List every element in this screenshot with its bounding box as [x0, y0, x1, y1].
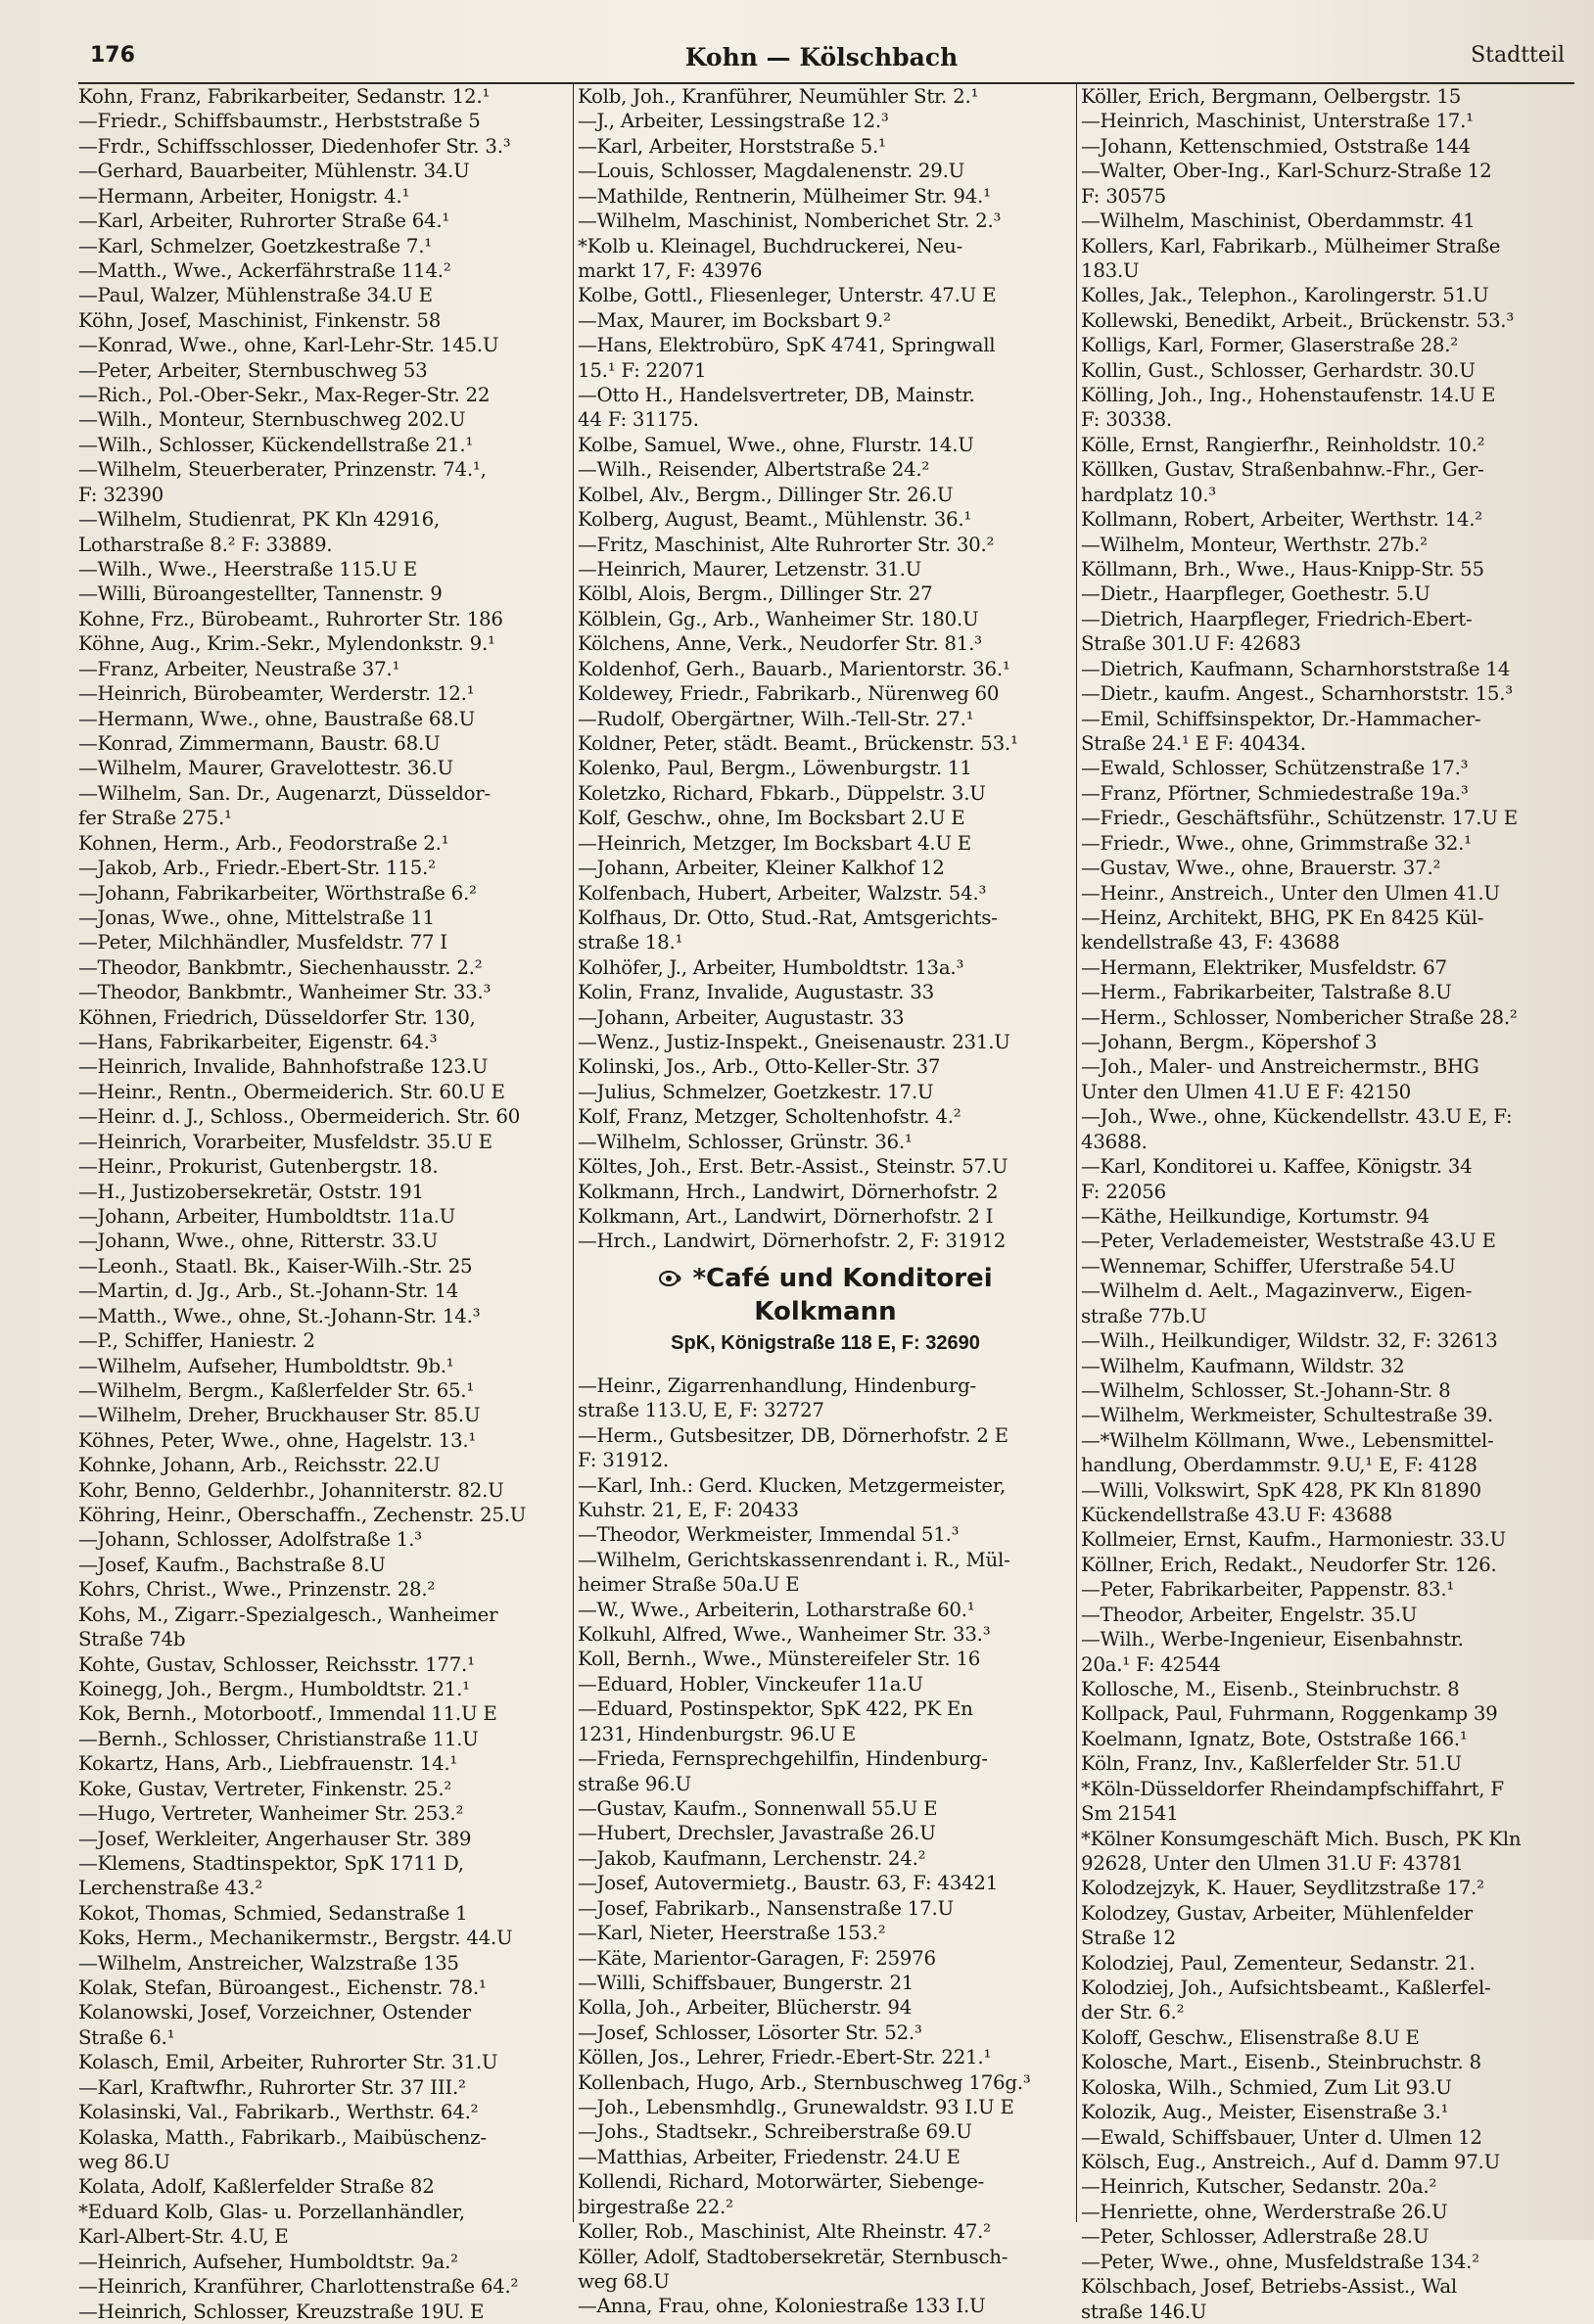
directory-entry: Kolozik, Aug., Meister, Eisenstraße 3.¹ — [1081, 2101, 1449, 2124]
directory-entry: —Gustav, Wwe., ohne, Brauerstr. 37.² — [1081, 857, 1441, 880]
directory-entry: —Peter, Wwe., ohne, Musfeldstraße 134.² — [1081, 2250, 1479, 2273]
directory-entry: F: 30338. — [1081, 408, 1172, 432]
directory-entry: —Ewald, Schiffsbauer, Unter d. Ulmen 12 — [1081, 2125, 1482, 2149]
directory-entry: 43688. — [1081, 1130, 1148, 1153]
directory-entry: —Wilh., Monteur, Sternbuschweg 202.U — [78, 408, 466, 432]
directory-entry: —Karl, Inh.: Gerd. Klucken, Metzgermeister, — [578, 1473, 1006, 1497]
directory-entry: —Wilhelm d. Aelt., Magazinverw., Eigen- — [1081, 1279, 1473, 1303]
column-3 — [1081, 84, 1594, 2323]
directory-entry: —Josef, Autovermietg., Baustr. 63, F: 43421 — [578, 1872, 999, 1895]
directory-entry: —Walter, Ober-Ing., Karl-Schurz-Straße 12 — [1081, 160, 1492, 183]
directory-entry: fer Straße 275.¹ — [78, 807, 232, 830]
directory-entry: *Eduard Kolb, Glas- u. Porzellanhändler, — [78, 2200, 465, 2223]
directory-entry: Kückendellstraße 43.U F: 43688 — [1081, 1504, 1392, 1527]
directory-entry: 92628, Unter den Ulmen 31.U F: 43781 — [1081, 1851, 1464, 1875]
directory-entry: —Wilhelm, Maschinist, Oberdammstr. 41 — [1081, 209, 1476, 233]
directory-entry: —Johann, Kettenschmied, Oststraße 144 — [1081, 134, 1471, 158]
directory-entry: Kolanowski, Josef, Vorzeichner, Ostender — [78, 2001, 471, 2024]
directory-entry: —Bernh., Schlosser, Christianstraße 11.U — [78, 1727, 479, 1750]
directory-entry: —Hermann, Elektriker, Musfeldstr. 67 — [1081, 955, 1447, 979]
directory-entry: —Wilhelm, Maurer, Gravelottestr. 36.U — [78, 757, 453, 780]
directory-entry: Karl-Albert-Str. 4.U, E — [78, 2225, 289, 2249]
directory-entry: —Dietrich, Kaufmann, Scharnhorststraße 14 — [1081, 657, 1511, 680]
directory-entry: Köllen, Jos., Lehrer, Friedr.-Ebert-Str. 221.¹ — [578, 2046, 992, 2069]
directory-entry: —Frieda, Fernsprechgehilfin, Hindenburg- — [578, 1747, 988, 1771]
directory-entry: Köllmann, Brh., Wwe., Haus-Knipp-Str. 55 — [1081, 558, 1484, 581]
directory-entry: —Ewald, Schlosser, Schützenstraße 17.³ — [1081, 757, 1469, 780]
page-number: 176 — [90, 43, 135, 68]
directory-entry: —Eduard, Postinspektor, SpK 422, PK En — [578, 1697, 973, 1721]
directory-entry: Koldewey, Friedr., Fabrikarb., Nürenweg 60 — [578, 682, 1000, 706]
directory-entry: —Gustav, Kaufm., Sonnenwall 55.U E — [578, 1797, 938, 1820]
directory-entry: Kohne, Frz., Bürobeamt., Ruhrorter Str. 186 — [78, 607, 503, 630]
column-2 — [578, 84, 1073, 2318]
directory-entry: —Heinr., Zigarrenhandlung, Hindenburg- — [578, 1373, 976, 1397]
directory-entry: der Str. 6.² — [1081, 2001, 1185, 2024]
directory-entry: —Hrch., Landwirt, Dörnerhofstr. 2, F: 31912 — [578, 1230, 1007, 1253]
ad-address: SpK, Königstraße 118 E, F: 32690 — [671, 1331, 980, 1354]
directory-entry: —Hugo, Vertreter, Wanheimer Str. 253.² — [78, 1802, 464, 1826]
directory-entry: Kölbl, Alois, Bergm., Dillinger Str. 27 — [578, 582, 933, 606]
directory-entry: Kohnke, Johann, Arb., Reichsstr. 22.U — [78, 1454, 441, 1477]
directory-entry: —Karl, Konditorei u. Kaffee, Königstr. 34 — [1081, 1155, 1473, 1179]
directory-entry: —Willi, Büroangestellter, Tannenstr. 9 — [78, 582, 443, 606]
directory-entry: Straße 12 — [1081, 1927, 1176, 1950]
directory-entry: —Peter, Schlosser, Adlerstraße 28.U — [1081, 2225, 1430, 2249]
directory-entry: Kohn, Franz, Fabrikarbeiter, Sedanstr. 12.¹ — [78, 85, 491, 108]
directory-entry: —Karl, Nieter, Heerstraße 153.² — [578, 1922, 886, 1945]
directory-entry: Kohr, Benno, Gelderhbr., Johanniterstr. 82.U — [78, 1478, 504, 1502]
directory-entry: —Karl, Arbeiter, Horststraße 5.¹ — [578, 134, 886, 158]
directory-entry: straße 77b.U — [1081, 1304, 1207, 1327]
directory-entry: Kolf, Franz, Metzger, Scholtenhofstr. 4.² — [578, 1105, 961, 1129]
directory-entry: F: 32390 — [78, 483, 164, 506]
directory-entry: 20a.¹ F: 42544 — [1081, 1652, 1221, 1676]
directory-entry: heimer Straße 50a.U E — [578, 1573, 800, 1597]
directory-entry: Köhn, Josef, Maschinist, Finkenstr. 58 — [78, 308, 442, 332]
directory-entry: straße 96.U — [578, 1772, 691, 1795]
directory-entry: Kolkuhl, Alfred, Wwe., Wanheimer Str. 33.³ — [578, 1623, 991, 1647]
directory-entry: —Karl, Kraftwfhr., Ruhrorter Str. 37 III.² — [78, 2075, 466, 2099]
directory-entry: markt 17, F: 43976 — [578, 258, 763, 282]
directory-entry: —Wilhelm, Aufseher, Humboldtstr. 9b.¹ — [78, 1354, 454, 1377]
directory-entry: —Käte, Marientor-Garagen, F: 25976 — [578, 1946, 936, 1970]
directory-entry: —Karl, Arbeiter, Ruhrorter Straße 64.¹ — [78, 209, 450, 233]
directory-entry: —Peter, Milchhändler, Musfeldstr. 77 I — [78, 931, 447, 954]
directory-entry: —Henriette, ohne, Werderstraße 26.U — [1081, 2200, 1448, 2223]
directory-entry: birgestraße 22.² — [578, 2195, 733, 2218]
directory-entry: straße 18.¹ — [578, 931, 683, 954]
directory-entry: Koke, Gustav, Vertreter, Finkenstr. 25.² — [78, 1777, 452, 1800]
directory-entry: Kollin, Gust., Schlosser, Gerhardstr. 30.U — [1081, 358, 1476, 382]
directory-entry: —Dietr., kaufm. Angest., Scharnhorststr. 15.³ — [1081, 682, 1513, 706]
directory-entry: Koloff, Geschw., Elisenstraße 8.U E — [1081, 2025, 1420, 2049]
directory-entry: —Wilhelm, Monteur, Werthstr. 27b.² — [1081, 533, 1428, 556]
directory-entry: —Wilh., Wwe., Heerstraße 115.U E — [78, 558, 417, 581]
column-divider — [1076, 84, 1077, 2222]
directory-entry: hardplatz 10.³ — [1081, 483, 1216, 506]
directory-entry: —Josef, Fabrikarb., Nansenstraße 17.U — [578, 1896, 954, 1920]
directory-entry: —Johs., Stadtsekr., Schreiberstraße 69.U — [578, 2120, 972, 2144]
directory-entry: Kolles, Jak., Telephon., Karolingerstr. 51.U — [1081, 284, 1489, 307]
directory-entry: —J., Arbeiter, Lessingstraße 12.³ — [578, 110, 889, 133]
directory-entry: —Konrad, Wwe., ohne, Karl-Lehr-Str. 145.U — [78, 334, 499, 357]
directory-entry: Kolak, Stefan, Büroangest., Eichenstr. 78.¹ — [78, 1976, 487, 2000]
directory-entry: —Heinr., Prokurist, Gutenbergstr. 18. — [78, 1155, 439, 1179]
directory-entry: —H., Justizobersekretär, Oststr. 191 — [78, 1180, 424, 1203]
directory-entry: Koloska, Wilh., Schmied, Zum Lit 93.U — [1081, 2075, 1452, 2099]
directory-entry: —Paul, Walzer, Mühlenstraße 34.U E — [78, 284, 433, 307]
directory-entry: —Julius, Schmelzer, Goetzkestr. 17.U — [578, 1080, 934, 1103]
directory-entry: Kollmann, Robert, Arbeiter, Werthstr. 14.² — [1081, 508, 1482, 532]
directory-entry: F: 30575 — [1081, 184, 1166, 208]
directory-entry: Koldenhof, Gerh., Bauarb., Marientorstr. 36.¹ — [578, 657, 1010, 680]
directory-entry: Kölsch, Eug., Anstreich., Auf d. Damm 97.U — [1081, 2151, 1500, 2174]
directory-entry: —Wilhelm, Schlosser, St.-Johann-Str. 8 — [1081, 1378, 1451, 1402]
directory-entry: —Johann, Schlosser, Adolfstraße 1.³ — [78, 1528, 422, 1552]
directory-entry: —Johann, Fabrikarbeiter, Wörthstraße 6.² — [78, 881, 477, 905]
directory-entry: Kokot, Thomas, Schmied, Sedanstraße 1 — [78, 1901, 468, 1925]
ad-title: *Café und Konditorei — [692, 1263, 993, 1293]
directory-entry: Koller, Rob., Maschinist, Alte Rheinstr. 47.² — [578, 2220, 991, 2244]
directory-entry: —Klemens, Stadtinspektor, SpK 1711 D, — [78, 1851, 464, 1875]
directory-entry: Straße 301.U F: 42683 — [1081, 632, 1301, 656]
directory-entry: —Konrad, Zimmermann, Baustr. 68.U — [78, 731, 441, 755]
directory-entry: —Dietrich, Haarpfleger, Friedrich-Ebert- — [1081, 607, 1473, 630]
directory-entry: Kolasinski, Val., Fabrikarb., Werthstr. 64.² — [78, 2101, 479, 2124]
directory-entry: —Karl, Schmelzer, Goetzkestraße 7.¹ — [78, 234, 432, 257]
directory-entry: —Heinrich, Kranführer, Charlottenstraße 64.² — [78, 2275, 519, 2299]
directory-entry: —Wilhelm, Werkmeister, Schultestraße 39. — [1081, 1404, 1493, 1427]
directory-entry: —Heinrich, Schlosser, Kreuzstraße 19U. E — [78, 2300, 485, 2323]
directory-entry: —Herm., Schlosser, Nombericher Straße 28.² — [1081, 1005, 1518, 1029]
directory-entry: Köller, Erich, Bergmann, Oelbergstr. 15 — [1081, 85, 1462, 108]
directory-entry: —Joh., Lebensmhdlg., Grunewaldstr. 93 I.U E — [578, 2096, 1014, 2119]
directory-entry: —Joh., Wwe., ohne, Kückendellstr. 43.U E, F: — [1081, 1105, 1513, 1129]
directory-entry: —Peter, Fabrikarbeiter, Pappenstr. 83.¹ — [1081, 1578, 1455, 1602]
directory-entry: —Matth., Wwe., Ackerfährstraße 114.² — [78, 258, 451, 282]
directory-entry: Költes, Joh., Erst. Betr.-Assist., Steinstr. 57.U — [578, 1155, 1008, 1179]
directory-entry: Kollewski, Benedikt, Arbeit., Brückenstr. 53.³ — [1081, 308, 1515, 332]
directory-entry: Kölchens, Anne, Verk., Neudorfer Str. 81.³ — [578, 632, 982, 656]
directory-entry: —Wilh., Reisender, Albertstraße 24.² — [578, 458, 930, 482]
directory-entry: —Theodor, Werkmeister, Immendal 51.³ — [578, 1523, 960, 1547]
section-label: Stadtteil — [1471, 43, 1565, 68]
directory-entry: Unter den Ulmen 41.U E F: 42150 — [1081, 1080, 1411, 1103]
directory-entry: straße 113.U, E, F: 32727 — [578, 1399, 824, 1422]
directory-entry: —Gerhard, Bauarbeiter, Mühlenstr. 34.U — [78, 160, 470, 183]
column-1 — [78, 84, 570, 2323]
advertisement-cafe-kolkmann — [578, 1262, 1073, 1358]
directory-entry: Koelmann, Ignatz, Bote, Oststraße 166.¹ — [1081, 1727, 1468, 1750]
directory-entry: —Wilhelm, Kaufmann, Wildstr. 32 — [1081, 1354, 1405, 1377]
directory-entry: —Frdr., Schiffsschlosser, Diedenhofer Str. 3.³ — [78, 134, 511, 158]
directory-entry: *Kölner Konsumgeschäft Mich. Busch, PK Kln — [1081, 1827, 1522, 1850]
directory-entry: —Herm., Gutsbesitzer, DB, Dörnerhofstr. 2 E — [578, 1423, 1008, 1447]
directory-entry: Kollendi, Richard, Motorwärter, Siebenge- — [578, 2170, 985, 2194]
coffee-cup-logo-icon — [658, 1267, 683, 1288]
directory-entry: Köllken, Gustav, Straßenbahnw.-Fhr., Ger- — [1081, 458, 1484, 482]
directory-entry: Kollenbach, Hugo, Arb., Sternbuschweg 176g.³ — [578, 2070, 1031, 2094]
directory-entry: —Emil, Schiffsinspektor, Dr.-Hammacher- — [1081, 707, 1481, 730]
directory-entry: Kolbe, Gottl., Fliesenleger, Unterstr. 47.U E — [578, 284, 997, 307]
directory-entry: F: 22056 — [1081, 1180, 1166, 1203]
directory-entry: Lerchenstraße 43.² — [78, 1877, 263, 1900]
directory-entry: —Peter, Verlademeister, Weststraße 43.U E — [1081, 1230, 1496, 1253]
directory-entry: —Fritz, Maschinist, Alte Ruhrorter Str. 30.² — [578, 533, 995, 556]
directory-entry: Kolfhaus, Dr. Otto, Stud.-Rat, Amtsgerichts- — [578, 906, 998, 929]
directory-entry: —Heinrich, Metzger, Im Bocksbart 4.U E — [578, 831, 971, 855]
directory-entry: Kolodzejzyk, K. Hauer, Seydlitzstraße 17.² — [1081, 1877, 1484, 1900]
directory-entry: —Wilhelm, Maschinist, Nomberichet Str. 2.³ — [578, 209, 1002, 233]
directory-entry: Kolodziej, Joh., Aufsichtsbeamt., Kaßlerfel- — [1081, 1976, 1491, 2000]
directory-entry: —Heinz, Architekt, BHG, PK En 8425 Kül- — [1081, 906, 1484, 929]
directory-entry: —Herm., Fabrikarbeiter, Talstraße 8.U — [1081, 981, 1452, 1004]
directory-entry: Kolenko, Paul, Bergm., Löwenburgstr. 11 — [578, 757, 972, 780]
directory-entry: Kolligs, Karl, Former, Glaserstraße 28.² — [1081, 334, 1458, 357]
directory-entry: Kolodziej, Paul, Zementeur, Sedanstr. 21. — [1081, 1951, 1476, 1975]
directory-entry: Kolata, Adolf, Kaßlerfelder Straße 82 — [78, 2175, 435, 2199]
directory-entry: Kölschbach, Josef, Betriebs-Assist., Wal — [1081, 2275, 1457, 2299]
directory-entry: —Hubert, Drechsler, Javastraße 26.U — [578, 1822, 936, 1845]
directory-entry: —Rudolf, Obergärtner, Wilh.-Tell-Str. 27.¹ — [578, 707, 974, 730]
directory-entry: —Heinr., Anstreich., Unter den Ulmen 41.U — [1081, 881, 1500, 905]
directory-entry: Kolberg, August, Beamt., Mühlenstr. 36.¹ — [578, 508, 972, 532]
directory-entry: straße 146.U — [1081, 2300, 1207, 2323]
directory-entry: 15.¹ F: 22071 — [578, 358, 707, 382]
directory-entry: Kölle, Ernst, Rangierfhr., Reinholdstr. 10.² — [1081, 433, 1485, 456]
directory-entry: 1231, Hindenburgstr. 96.U E — [578, 1722, 856, 1745]
directory-entry: —Johann, Wwe., ohne, Ritterstr. 33.U — [78, 1230, 439, 1253]
directory-entry: —Heinrich, Vorarbeiter, Musfeldstr. 35.U E — [78, 1130, 492, 1153]
directory-entry: Köller, Adolf, Stadtobersekretär, Sternbusch- — [578, 2245, 1008, 2268]
directory-entry: —Willi, Volkswirt, SpK 428, PK Kln 81890 — [1081, 1478, 1481, 1502]
directory-entry: —Wilhelm, Studienrat, PK Kln 42916, — [78, 508, 440, 532]
directory-entry: —Dietr., Haarpfleger, Goethestr. 5.U — [1081, 582, 1430, 606]
directory-entry: —Matthias, Arbeiter, Friedenstr. 24.U E — [578, 2145, 961, 2168]
directory-entry: Kolkmann, Art., Landwirt, Dörnerhofstr. 2 I — [578, 1204, 994, 1228]
directory-entry: Lotharstraße 8.² F: 33889. — [78, 533, 333, 556]
directory-entry: —Heinrich, Maurer, Letzenstr. 31.U — [578, 558, 922, 581]
directory-entry: —Johann, Arbeiter, Kleiner Kalkhof 12 — [578, 857, 945, 880]
directory-entry: Kölling, Joh., Ing., Hohenstaufenstr. 14.U E — [1081, 384, 1496, 407]
directory-entry: —Johann, Bergm., Köpershof 3 — [1081, 1031, 1378, 1054]
directory-entry: —Wilhelm, San. Dr., Augenarzt, Düsseldor- — [78, 781, 491, 805]
directory-entry: Kolbe, Samuel, Wwe., ohne, Flurstr. 14.U — [578, 433, 974, 456]
directory-entry: Kuhstr. 21, E, F: 20433 — [578, 1498, 799, 1521]
directory-entry: —Heinr. d. J., Schloss., Obermeiderich. Str. 60 — [78, 1105, 521, 1129]
directory-entry: —Franz, Pförtner, Schmiedestraße 19a.³ — [1081, 781, 1469, 805]
directory-entry: Sm 21541 — [1081, 1802, 1179, 1826]
directory-entry: Kollosche, M., Eisenb., Steinbruchstr. 8 — [1081, 1678, 1460, 1700]
directory-entry: —*Wilhelm Köllmann, Wwe., Lebensmittel- — [1081, 1428, 1494, 1452]
directory-entry: —Wilhelm, Schlosser, Grünstr. 36.¹ — [578, 1130, 913, 1153]
directory-entry: —Käthe, Heilkundige, Kortumstr. 94 — [1081, 1204, 1430, 1228]
directory-entry: Kollers, Karl, Fabrikarb., Mülheimer Straße — [1081, 234, 1501, 257]
directory-entry: —Friedr., Geschäftsführ., Schützenstr. 17.U E — [1081, 807, 1518, 830]
directory-entry: —Heinr., Rentn., Obermeiderich. Str. 60.U E — [78, 1080, 505, 1103]
directory-entry: —Heinrich, Maschinist, Unterstraße 17.¹ — [1081, 110, 1474, 133]
directory-entry: —Heinrich, Kutscher, Sedanstr. 20a.² — [1081, 2175, 1437, 2199]
directory-entry: —Wenz., Justiz-Inspekt., Gneisenaustr. 231.U — [578, 1031, 1010, 1054]
directory-entry: Koll, Bernh., Wwe., Münstereifeler Str. 16 — [578, 1648, 981, 1671]
directory-entry: Kolla, Joh., Arbeiter, Blücherstr. 94 — [578, 1996, 913, 2020]
directory-entry: —Leonh., Staatl. Bk., Kaiser-Wilh.-Str. 25 — [78, 1254, 473, 1278]
directory-entry: Köllner, Erich, Redakt., Neudorfer Str. 126. — [1081, 1553, 1497, 1576]
directory-entry: —Martin, d. Jg., Arb., St.-Johann-Str. 14 — [78, 1279, 459, 1303]
directory-entry: Kölblein, Gg., Arb., Wanheimer Str. 180.U — [578, 607, 979, 630]
directory-entry: —Josef, Schlosser, Lösorter Str. 52.³ — [578, 2021, 922, 2044]
directory-entry: *Kolb u. Kleinagel, Buchdruckerei, Neu- — [578, 234, 963, 257]
directory-entry: —Wilhelm, Gerichtskassenrendant i. R., Mül- — [578, 1548, 1010, 1571]
directory-entry: Kohrs, Christ., Wwe., Prinzenstr. 28.² — [78, 1578, 436, 1602]
directory-entry: —Wilh., Werbe-Ingenieur, Eisenbahnstr. — [1081, 1628, 1464, 1651]
directory-entry: Kolaska, Matth., Fabrikarb., Maibüschenz- — [78, 2125, 487, 2149]
directory-entry: Kolf, Geschw., ohne, Im Bocksbart 2.U E — [578, 807, 965, 830]
directory-entry: Kolodzey, Gustav, Arbeiter, Mühlenfelder — [1081, 1901, 1473, 1925]
directory-entry: —W., Wwe., Arbeiterin, Lotharstraße 60.¹ — [578, 1598, 975, 1621]
directory-entry: —Rich., Pol.-Ober-Sekr., Max-Reger-Str. 22 — [78, 384, 491, 407]
directory-entry: —Theodor, Arbeiter, Engelstr. 35.U — [1081, 1603, 1418, 1626]
directory-entry: Kolbel, Alv., Bergm., Dillinger Str. 26.U — [578, 483, 954, 506]
directory-entry: Köhnes, Peter, Wwe., ohne, Hagelstr. 13.¹ — [78, 1428, 477, 1452]
directory-entry: —Jakob, Kaufmann, Lerchenstr. 24.² — [578, 1846, 926, 1870]
directory-entry: —Hermann, Arbeiter, Honigstr. 4.¹ — [78, 184, 410, 208]
directory-entry: Straße 24.¹ E F: 40434. — [1081, 731, 1306, 755]
directory-entry: —Matth., Wwe., ohne, St.-Johann-Str. 14.³ — [78, 1304, 481, 1327]
directory-entry: Köhring, Heinr., Oberschaffn., Zechenstr. 25.U — [78, 1504, 527, 1527]
directory-entry: Köhne, Aug., Krim.-Sekr., Mylendonkstr. 9.¹ — [78, 632, 495, 656]
directory-entry: Koldner, Peter, städt. Beamt., Brückenstr. 53.¹ — [578, 731, 1018, 755]
directory-entry: —Wilh., Heilkundiger, Wildstr. 32, F: 32613 — [1081, 1329, 1498, 1353]
directory-entry: —Max, Maurer, im Bocksbart 9.² — [578, 308, 891, 332]
directory-entry: —Louis, Schlosser, Magdalenenstr. 29.U — [578, 160, 965, 183]
directory-entry: —P., Schiffer, Haniestr. 2 — [78, 1329, 315, 1353]
directory-entry: Kohs, M., Zigarr.-Spezialgesch., Wanheimer — [78, 1603, 498, 1626]
directory-entry: —Jonas, Wwe., ohne, Mittelstraße 11 — [78, 906, 435, 929]
directory-entry: 44 F: 31175. — [578, 408, 699, 432]
directory-entry: —Willi, Schiffsbauer, Bungerstr. 21 — [578, 1971, 914, 1994]
directory-entry: Kolhöfer, J., Arbeiter, Humboldtstr. 13a.³ — [578, 955, 964, 979]
directory-entry: —Johann, Arbeiter, Augustastr. 33 — [578, 1005, 905, 1029]
directory-entry: 183.U — [1081, 258, 1140, 282]
directory-entry: —Hans, Elektrobüro, SpK 4741, Springwall — [578, 334, 996, 357]
directory-entry: Kolin, Franz, Invalide, Augustastr. 33 — [578, 981, 934, 1004]
directory-entry: *Köln-Düsseldorfer Rheindampfschiffahrt, F — [1081, 1777, 1504, 1800]
directory-entry: Straße 74b — [78, 1628, 186, 1651]
ad-name: Kolkmann — [754, 1296, 897, 1326]
directory-entry: Kolinski, Jos., Arb., Otto-Keller-Str. 37 — [578, 1055, 941, 1079]
directory-entry: —Wilhelm, Steuerberater, Prinzenstr. 74.¹, — [78, 458, 487, 482]
directory-entry: handlung, Oberdammstr. 9.U,¹ E, F: 4128 — [1081, 1454, 1477, 1477]
page-title: Kohn — Kölschbach — [684, 43, 959, 71]
directory-entry: —Wilhelm, Dreher, Bruckhauser Str. 85.U — [78, 1404, 481, 1427]
directory-entry: —Wilhelm, Anstreicher, Walzstraße 135 — [78, 1951, 459, 1975]
directory-entry: Köln, Franz, Inv., Kaßlerfelder Str. 51.U — [1081, 1752, 1462, 1776]
directory-entry: —Joh., Maler- und Anstreichermstr., BHG — [1081, 1055, 1479, 1079]
directory-entry: —Josef, Kaufm., Bachstraße 8.U — [78, 1553, 386, 1576]
directory-entry: —Jakob, Arb., Friedr.-Ebert-Str. 115.² — [78, 857, 436, 880]
directory-entry: Kokartz, Hans, Arb., Liebfrauenstr. 14.¹ — [78, 1752, 458, 1776]
directory-entry: Koletzko, Richard, Fbkarb., Düppelstr. 3.U — [578, 781, 986, 805]
directory-entry: Kohnen, Herm., Arb., Feodorstraße 2.¹ — [78, 831, 449, 855]
directory-entry: —Friedr., Schiffsbaumstr., Herbststraße 5 — [78, 110, 481, 133]
directory-entry: —Heinrich, Invalide, Bahnhofstraße 123.U — [78, 1055, 489, 1079]
directory-entry: —Hans, Fabrikarbeiter, Eigenstr. 64.³ — [78, 1031, 438, 1054]
directory-entry: Kohte, Gustav, Schlosser, Reichsstr. 177.¹ — [78, 1652, 475, 1676]
directory-entry: —Franz, Arbeiter, Neustraße 37.¹ — [78, 657, 400, 680]
directory-entry: Koks, Herm., Mechanikermstr., Bergstr. 44.U — [78, 1927, 513, 1950]
directory-entry: Kollmeier, Ernst, Kaufm., Harmoniestr. 33.U — [1081, 1528, 1507, 1552]
directory-entry: Koinegg, Joh., Bergm., Humboldtstr. 21.¹ — [78, 1678, 470, 1700]
directory-entry: Straße 6.¹ — [78, 2025, 175, 2049]
directory-entry: —Wilh., Schlosser, Kückendellstraße 21.¹ — [78, 433, 474, 456]
directory-entry: —Wilhelm, Bergm., Kaßlerfelder Str. 65.¹ — [78, 1378, 474, 1402]
directory-entry: —Heinrich, Bürobeamter, Werderstr. 12.¹ — [78, 682, 475, 706]
directory-entry: kendellstraße 43, F: 43688 — [1081, 931, 1340, 954]
directory-entry: weg 68.U — [578, 2270, 670, 2294]
directory-entry: —Friedr., Wwe., ohne, Grimmstraße 32.¹ — [1081, 831, 1472, 855]
directory-entry: F: 31912. — [578, 1449, 669, 1472]
directory-entry: Kolfenbach, Hubert, Arbeiter, Walzstr. 54.³ — [578, 881, 987, 905]
directory-entry: —Mathilde, Rentnerin, Mülheimer Str. 94.¹ — [578, 184, 991, 208]
directory-entry: Kollpack, Paul, Fuhrmann, Roggenkamp 39 — [1081, 1702, 1498, 1726]
directory-entry: —Johann, Arbeiter, Humboldtstr. 11a.U — [78, 1204, 456, 1228]
directory-entry: —Otto H., Handelsvertreter, DB, Mainstr. — [578, 384, 975, 407]
directory-entry: —Peter, Arbeiter, Sternbuschweg 53 — [78, 358, 428, 382]
directory-entry: Kolasch, Emil, Arbeiter, Ruhrorter Str. 31.U — [78, 2051, 498, 2074]
directory-entry: Kolb, Joh., Kranführer, Neumühler Str. 2.¹ — [578, 85, 979, 108]
directory-entry: Kok, Bernh., Motorbootf., Immendal 11.U E — [78, 1702, 497, 1726]
directory-entry: Köhnen, Friedrich, Düsseldorfer Str. 130, — [78, 1005, 476, 1029]
column-divider — [573, 84, 574, 2222]
directory-entry: —Hermann, Wwe., ohne, Baustraße 68.U — [78, 707, 476, 730]
page-header — [78, 35, 1565, 74]
directory-entry: —Wennemar, Schiffer, Uferstraße 54.U — [1081, 1254, 1456, 1278]
directory-entry: Kolkmann, Hrch., Landwirt, Dörnerhofstr. 2 — [578, 1180, 999, 1203]
directory-entry: —Josef, Werkleiter, Angerhauser Str. 389 — [78, 1827, 472, 1850]
directory-entry: weg 86.U — [78, 2151, 170, 2174]
directory-entry: —Heinrich, Aufseher, Humboldtstr. 9a.² — [78, 2250, 458, 2273]
directory-entry: —Anna, Frau, ohne, Koloniestraße 133 I.U — [578, 2295, 986, 2318]
directory-entry: —Theodor, Bankbmtr., Wanheimer Str. 33.³ — [78, 981, 492, 1004]
directory-entry: —Eduard, Hobler, Vinckeufer 11a.U — [578, 1672, 923, 1696]
directory-entry: Kolosche, Mart., Eisenb., Steinbruchstr. 8 — [1081, 2051, 1481, 2074]
directory-entry: —Theodor, Bankbmtr., Siechenhausstr. 2.² — [78, 955, 483, 979]
